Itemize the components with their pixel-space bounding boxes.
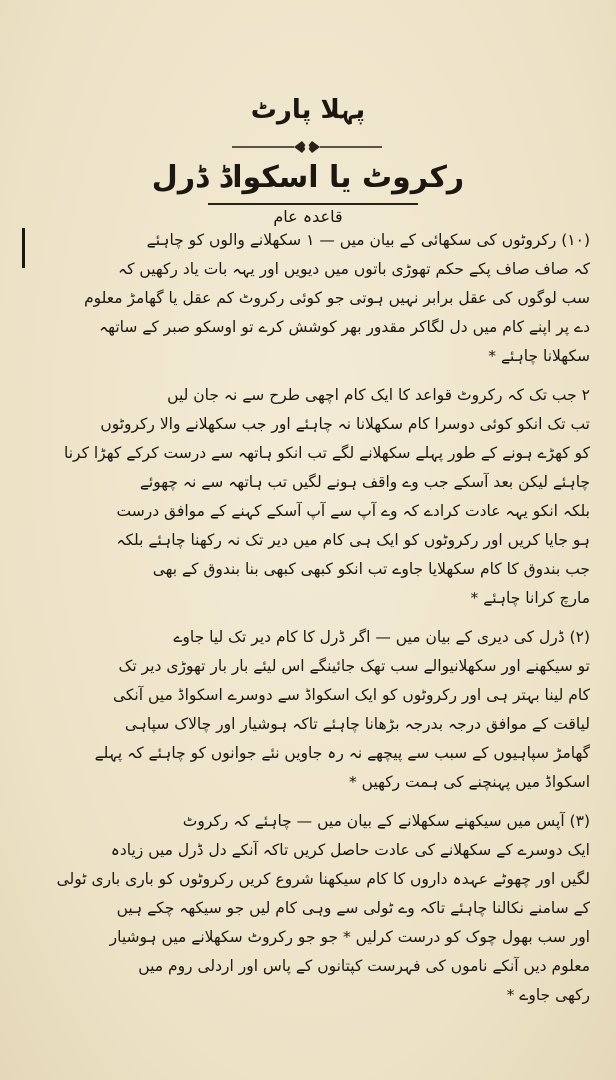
paragraph-2: [30, 381, 590, 613]
text-line: چاہئے لیکن بعد آسکے جب وے واقف ہونے لگیں تب ہاتھہ سے نہ چھوئے: [139, 473, 590, 491]
text-line: مارچ کرانا چاہئے *: [470, 589, 590, 607]
part-title: پہلا پارٹ: [250, 95, 366, 125]
text-line: بلکہ انکو یہہ عادت کرادے کہ وے آپ سے آپ آسکے کہنے کے موافق درست: [116, 502, 590, 520]
text-line: کام لینا بہتر ہی اور رکروٹوں کو ایک اسکواڈ سے دوسرے اسکواڈ میں آنکی: [112, 686, 590, 704]
text-line: کو کھڑے ہونے کے طور پہلے سکھلانے لگے تب انکو ہاتھہ سے درست کرکے کھڑا کرنا: [63, 444, 590, 462]
section-subtitle: قاعدہ عام: [273, 207, 343, 226]
text-line: سب لوگوں کی عقل برابر نہیں ہوتی جو کوئی رکروٹ کم عقل یا گھامڑ معلوم: [84, 289, 590, 307]
text-line: تب تک انکو کوئی دوسرا کام سکھلانا نہ چاہئے اور جب سکھلانے والا رکروٹوں: [100, 415, 590, 433]
text-line: دے پر اپنے کام میں دل لگاکر مقدور بھر کوشش کرے تو اوسکو صبر کے ساتھہ: [99, 318, 590, 336]
text-line: ہو جایا کریں اور رکروٹوں کو ایک ہی کام میں دیر تک نہ رکھنا چاہئے بلکہ: [116, 531, 590, 549]
text-line: ایک دوسرے کے سکھلانے کی عادت حاصل کریں تاکہ آنکے دل ڈرل میں زیادہ: [110, 841, 590, 859]
part-header: [0, 95, 616, 125]
text-line: لگیں اور چھوٹے عہدہ داروں کا کام سیکھنا شروع کریں رکروٹوں کو باری باری ٹولی: [56, 870, 590, 888]
text-line: کہ صاف صاف پکے حکم تھوڑی باتوں میں دیویں اور یہہ بات یاد رکھیں کہ: [118, 260, 590, 278]
margin-mark: [22, 228, 25, 268]
text-line: سکھلانا چاہئے *: [488, 347, 590, 365]
ornament-divider: [232, 138, 382, 156]
text-line: (۱۰) رکروٹوں کی سکھائی کے بیان میں — ۱ سکھلانے والوں کو چاہئے: [146, 231, 590, 249]
text-line: (۲) ڈرل کی دیری کے بیان میں — اگر ڈرل کا کام دیر تک لیا جاوے: [173, 628, 590, 646]
text-line: کے سامنے نکالنا چاہئے تاکہ وے ٹولی سے وہی کام لیں جو سیکھہ چکے ہیں: [116, 899, 590, 917]
text-line: اسکواڈ میں پہنچنے کی ہمت رکھیں *: [348, 773, 590, 791]
text-line: جب بندوق کا کام سکھلایا جاوے تب انکو کبھی کبھی بنا بندوق کے بھی: [152, 560, 590, 578]
text-line: گھامڑ سپاہیوں کے سبب سے پیچھے نہ رہ جاویں نئے جوانوں کو چاہئے کہ پہلے: [94, 744, 590, 762]
text-line: رکھی جاوے *: [506, 986, 590, 1004]
text-line: اور سب بھول چوک کو درست کرلیں * جو جو رکروٹ سکھلانے میں ہوشیار: [109, 928, 590, 946]
chapter-underline: [208, 203, 418, 205]
body-text: [30, 226, 590, 1020]
text-line: تو سیکھنے اور سکھلانیوالے سب تھک جائینگے اس لیئے بار بار تھوڑی دیر تک: [118, 657, 590, 675]
text-line: ۲ جب تک کہ رکروٹ قواعد کا ایک کام اچھی طرح سے نہ جان لیں: [167, 386, 590, 404]
paragraph-4: [30, 807, 590, 1010]
text-line: (۳) آپس میں سیکھنے سکھلانے کے بیان میں — چاہئے کہ رکروٹ: [182, 812, 590, 830]
text-line: معلوم دیں آنکے ناموں کی فہرست کپتانوں کے پاس اور اردلی روم میں: [138, 957, 590, 975]
text-line: لیاقت کے موافق درجہ بدرجہ بڑھانا چاہئے تاکہ ہوشیار اور چالاک سپاہی: [124, 715, 590, 733]
paragraph-1: [30, 226, 590, 371]
paragraph-3: [30, 623, 590, 797]
chapter-title: رکروٹ یا اسکواڈ ڈرل: [151, 160, 465, 195]
